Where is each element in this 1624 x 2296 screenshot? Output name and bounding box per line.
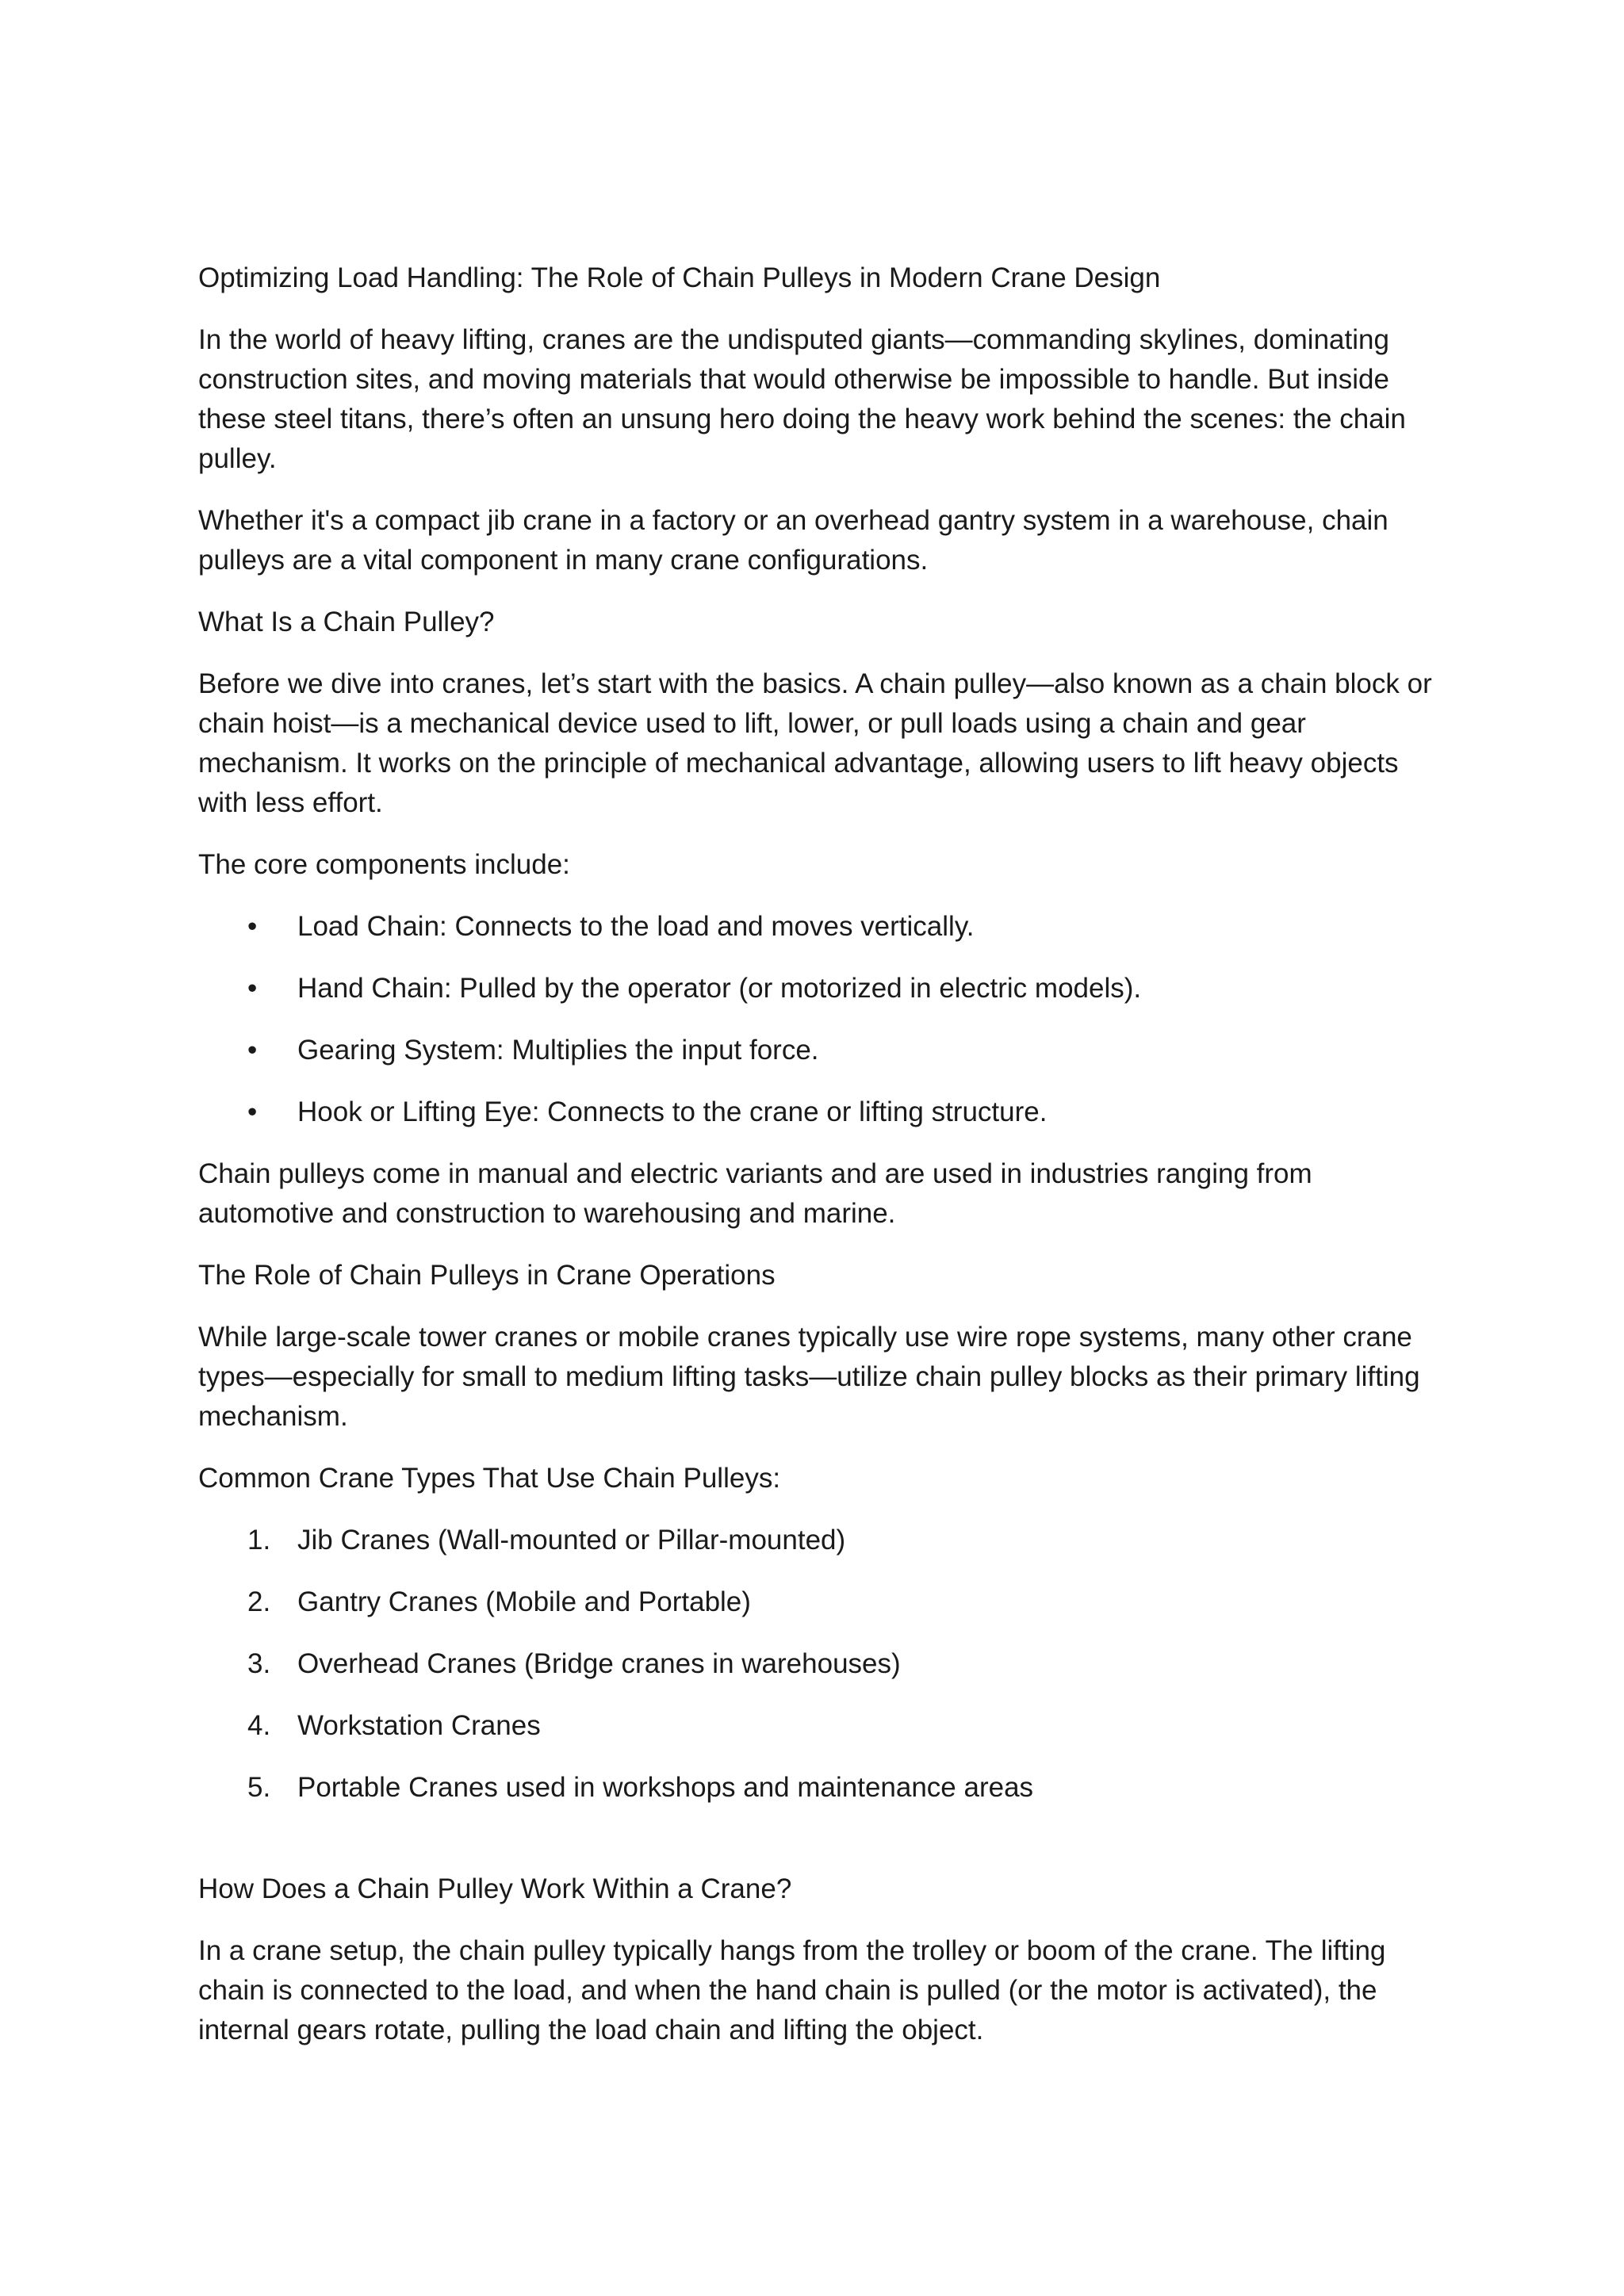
list-item — [198, 969, 1435, 1008]
number-marker: 3. — [247, 1648, 271, 1679]
bullet-marker: • — [247, 1096, 258, 1127]
bullet-marker: • — [247, 911, 258, 942]
list-item-text: Overhead Cranes (Bridge cranes in warehouses) — [297, 1648, 901, 1679]
list-item-text: Gearing System: Multiplies the input force. — [297, 1035, 819, 1066]
list-item — [198, 1768, 1435, 1808]
list-item-text: Hook or Lifting Eye: Connects to the crane or lifting structure. — [297, 1096, 1048, 1127]
list-item-text: Workstation Cranes — [297, 1710, 541, 1741]
components-list — [198, 907, 1435, 1132]
role-paragraph: While large-scale tower cranes or mobile cranes typically use wire rope systems, many other crane types—especially for small to medium lifting tasks—utilize chain pulley blocks as their primary lifting mechanism. — [198, 1322, 1420, 1432]
list-item — [198, 1582, 1435, 1622]
list-item-text: Load Chain: Connects to the load and moves vertically. — [297, 911, 975, 942]
blank-line — [198, 1830, 1435, 1869]
crane-types-list — [198, 1521, 1435, 1808]
list-item-text: Gantry Cranes (Mobile and Portable) — [297, 1586, 751, 1617]
list-item — [198, 907, 1435, 947]
section-heading-role: The Role of Chain Pulleys in Crane Operations — [198, 1260, 776, 1291]
section-heading-what-is: What Is a Chain Pulley? — [198, 607, 495, 637]
document-body — [198, 258, 1435, 2072]
components-intro: The core components include: — [198, 849, 570, 880]
number-marker: 2. — [247, 1586, 271, 1617]
list-item-text: Hand Chain: Pulled by the operator (or motorized in electric models). — [297, 973, 1142, 1004]
section-heading-how-it-works: How Does a Chain Pulley Work Within a Crane? — [198, 1873, 792, 1904]
intro-paragraph-2: Whether it's a compact jib crane in a factory or an overhead gantry system in a warehouse, chain pulleys are a vital component in many crane configurations. — [198, 505, 1388, 576]
intro-paragraph-1: In the world of heavy lifting, cranes are the undisputed giants—commanding skylines, dominating construction sites, and moving materials that would otherwise be impossible to handle. But inside these steel titans, there’s often an unsung hero doing the heavy work behind the scenes: the chain pulley. — [198, 324, 1406, 474]
list-item — [198, 1093, 1435, 1132]
bullet-marker: • — [247, 1035, 258, 1066]
crane-types-intro: Common Crane Types That Use Chain Pulleys: — [198, 1463, 781, 1494]
list-item — [198, 1706, 1435, 1746]
definition-paragraph: Before we dive into cranes, let’s start with the basics. A chain pulley—also known as a chain block or chain hoist—is a mechanical device used to lift, lower, or pull loads using a chain and gear mechanism. It works on the principle of mechanical advantage, allowing users to lift heavy objects with less effort. — [198, 668, 1432, 818]
variants-paragraph: Chain pulleys come in manual and electric variants and are used in industries ranging from automotive and construction to warehousing and marine. — [198, 1158, 1312, 1229]
number-marker: 1. — [247, 1525, 271, 1556]
list-item — [198, 1644, 1435, 1684]
list-item — [198, 1031, 1435, 1070]
bullet-marker: • — [247, 973, 258, 1004]
number-marker: 5. — [247, 1772, 271, 1803]
number-marker: 4. — [247, 1710, 271, 1741]
document-title: Optimizing Load Handling: The Role of Chain Pulleys in Modern Crane Design — [198, 262, 1161, 293]
list-item-text: Jib Cranes (Wall-mounted or Pillar-mounted) — [297, 1525, 846, 1556]
list-item — [198, 1521, 1435, 1560]
how-it-works-paragraph: In a crane setup, the chain pulley typically hangs from the trolley or boom of the crane. The lifting chain is connected to the load, and when the hand chain is pulled (or the motor is activated), the internal gears rotate, pulling the load chain and lifting the object. — [198, 1935, 1386, 2045]
list-item-text: Portable Cranes used in workshops and maintenance areas — [297, 1772, 1034, 1803]
